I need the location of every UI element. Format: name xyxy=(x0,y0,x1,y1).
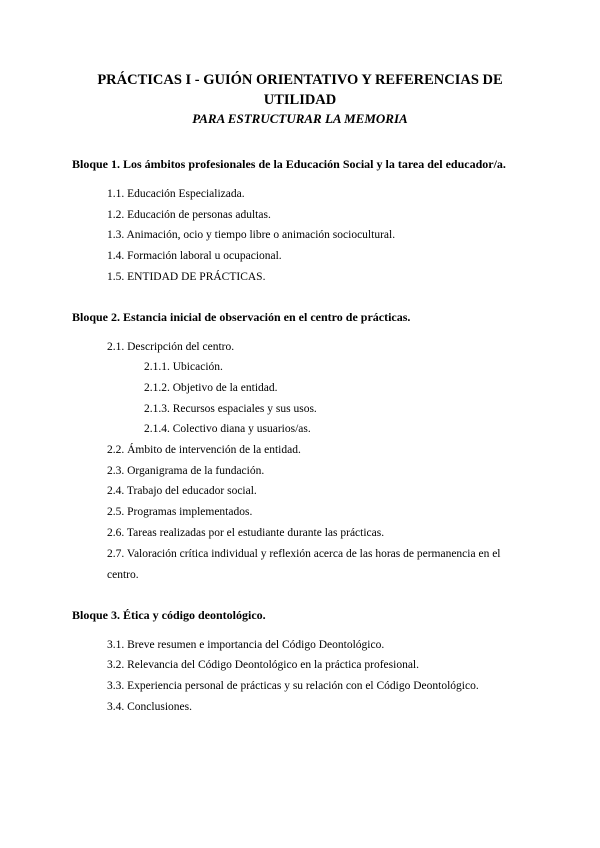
bloque-1 xyxy=(72,155,532,288)
bloque-1-list xyxy=(72,184,532,288)
bloque-3-heading: Bloque 3. Ética y código deontológico. xyxy=(72,607,266,622)
list-item: 2.6. Tareas realizadas por el estudiante durante las prácticas. xyxy=(107,526,385,539)
list-item: 2.4. Trabajo del educador social. xyxy=(107,485,257,498)
bloque-1-heading: Bloque 1. Los ámbitos profesionales de la Educación Social y la tarea del educador/a. xyxy=(72,157,506,171)
bloque-2-heading: Bloque 2. Estancia inicial de observación en el centro de prácticas. xyxy=(72,309,411,324)
list-item: 2.3. Organigrama de la fundación. xyxy=(107,464,265,477)
list-subitem: 2.1.4. Colectivo diana y usuarios/as. xyxy=(144,423,311,436)
list-item: 1.2. Educación de personas adultas. xyxy=(107,208,271,221)
bloque-3-list xyxy=(72,635,532,718)
list-item: 2.7. Valoración crítica individual y reflexión acerca de las horas de permanencia en el centro. xyxy=(107,547,501,581)
list-subitem: 2.1.2. Objetivo de la entidad. xyxy=(144,381,278,394)
list-item: 2.2. Ámbito de intervención de la entidad. xyxy=(107,444,301,457)
title-block xyxy=(60,70,540,128)
bloque-2-list xyxy=(72,337,532,586)
document-content xyxy=(72,155,532,717)
list-item: 1.4. Formación laboral u ocupacional. xyxy=(107,250,282,263)
list-item: 2.1. Descripción del centro. xyxy=(107,340,235,353)
bloque-3 xyxy=(72,606,532,718)
list-item: 3.3. Experiencia personal de prácticas y su relación con el Código Deontológico. xyxy=(107,679,479,692)
list-item: 1.5. ENTIDAD DE PRÁCTICAS. xyxy=(107,270,266,283)
list-subitem: 2.1.1. Ubicación. xyxy=(144,361,223,374)
document-title: PRÁCTICAS I - GUIÓN ORIENTATIVO Y REFERENCIAS DE UTILIDAD xyxy=(97,72,503,108)
list-item: 3.2. Relevancia del Código Deontológico en la práctica profesional. xyxy=(107,659,419,672)
list-item: 1.3. Animación, ocio y tiempo libre o animación sociocultural. xyxy=(107,229,396,242)
bloque-2 xyxy=(72,308,532,586)
document-subtitle: PARA ESTRUCTURAR LA MEMORIA xyxy=(192,111,408,126)
list-item: 2.5. Programas implementados. xyxy=(107,506,253,519)
list-subitem: 2.1.3. Recursos espaciales y sus usos. xyxy=(144,402,317,415)
list-item: 3.1. Breve resumen e importancia del Código Deontológico. xyxy=(107,638,385,651)
list-item: 3.4. Conclusiones. xyxy=(107,700,192,713)
list-item: 1.1. Educación Especializada. xyxy=(107,188,245,200)
